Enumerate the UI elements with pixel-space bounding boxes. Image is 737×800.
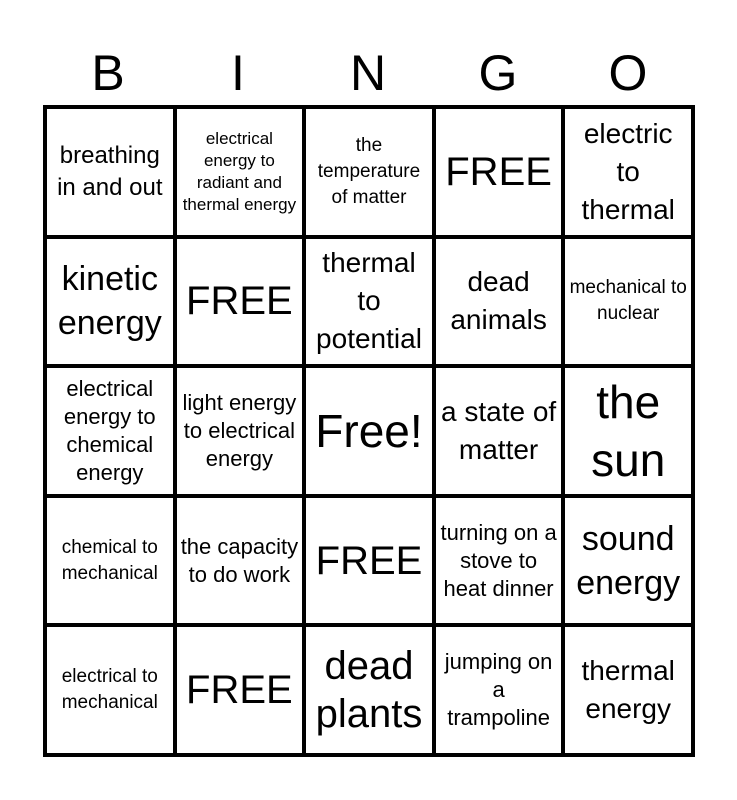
bingo-header (43, 44, 693, 102)
bingo-cell-r5c1[interactable] (45, 625, 175, 755)
cell-text: jumping on a trampoline (444, 649, 553, 731)
cell-text: electrical to mechanical (61, 666, 158, 714)
cell-text: FREE (445, 149, 552, 194)
cell-text: a state of matter (441, 395, 557, 465)
bingo-cell-r4c3[interactable] (304, 496, 434, 626)
bingo-cell-r1c2[interactable] (175, 107, 305, 237)
bingo-board (43, 105, 695, 757)
bingo-cell-r3c5[interactable] (563, 366, 693, 496)
cell-text: thermal energy (581, 655, 675, 725)
cell-text: breathing in and out (57, 141, 163, 201)
header-letter-g: G (478, 45, 518, 101)
cell-text: electric to thermal (581, 117, 675, 225)
bingo-cell-r3c3[interactable] (304, 366, 434, 496)
bingo-cell-r1c4[interactable] (434, 107, 564, 237)
bingo-cell-r4c1[interactable] (45, 496, 175, 626)
bingo-cell-r1c1[interactable] (45, 107, 175, 237)
cell-text: FREE (315, 538, 423, 583)
bingo-cell-r2c5[interactable] (563, 237, 693, 367)
bingo-cell-r1c3[interactable] (304, 107, 434, 237)
header-letter-b: B (91, 45, 125, 101)
cell-text: the temperature of matter (317, 134, 421, 208)
cell-text: turning on a stove to heat dinner (440, 519, 557, 601)
cell-text: electrical energy to chemical energy (63, 375, 156, 485)
bingo-cell-r5c3[interactable] (304, 625, 434, 755)
cell-text: mechanical to nuclear (569, 277, 687, 325)
bingo-cell-r4c5[interactable] (563, 496, 693, 626)
cell-text: dead plants (315, 644, 423, 737)
bingo-cell-r2c1[interactable] (45, 237, 175, 367)
bingo-cell-r3c4[interactable] (434, 366, 564, 496)
bingo-cell-r2c3[interactable] (304, 237, 434, 367)
header-letter-o: O (608, 45, 648, 101)
header-letter-i: I (231, 45, 245, 101)
cell-text: FREE (186, 279, 293, 324)
cell-text: electrical energy to radiant and thermal energy (182, 128, 297, 214)
bingo-cell-r5c2[interactable] (175, 625, 305, 755)
cell-text: chemical to mechanical (61, 536, 158, 584)
cell-text: dead animals (450, 266, 547, 336)
cell-text: FREE (186, 668, 293, 713)
bingo-cell-r1c5[interactable] (563, 107, 693, 237)
cell-text: sound energy (576, 519, 681, 602)
bingo-cell-r4c4[interactable] (434, 496, 564, 626)
cell-text: light energy to electrical energy (182, 389, 297, 471)
bingo-cell-r2c2[interactable] (175, 237, 305, 367)
bingo-cell-r4c2[interactable] (175, 496, 305, 626)
cell-text: the capacity to do work (180, 533, 299, 587)
cell-text: the sun (591, 375, 666, 486)
bingo-cell-r3c1[interactable] (45, 366, 175, 496)
cell-text: Free! (315, 404, 423, 457)
cell-text: kinetic energy (57, 260, 162, 343)
header-letter-n: N (349, 45, 387, 101)
bingo-cell-r3c2[interactable] (175, 366, 305, 496)
bingo-cell-r2c4[interactable] (434, 237, 564, 367)
bingo-cell-r5c5[interactable] (563, 625, 693, 755)
bingo-cell-r5c4[interactable] (434, 625, 564, 755)
cell-text: thermal to potential (316, 247, 422, 355)
